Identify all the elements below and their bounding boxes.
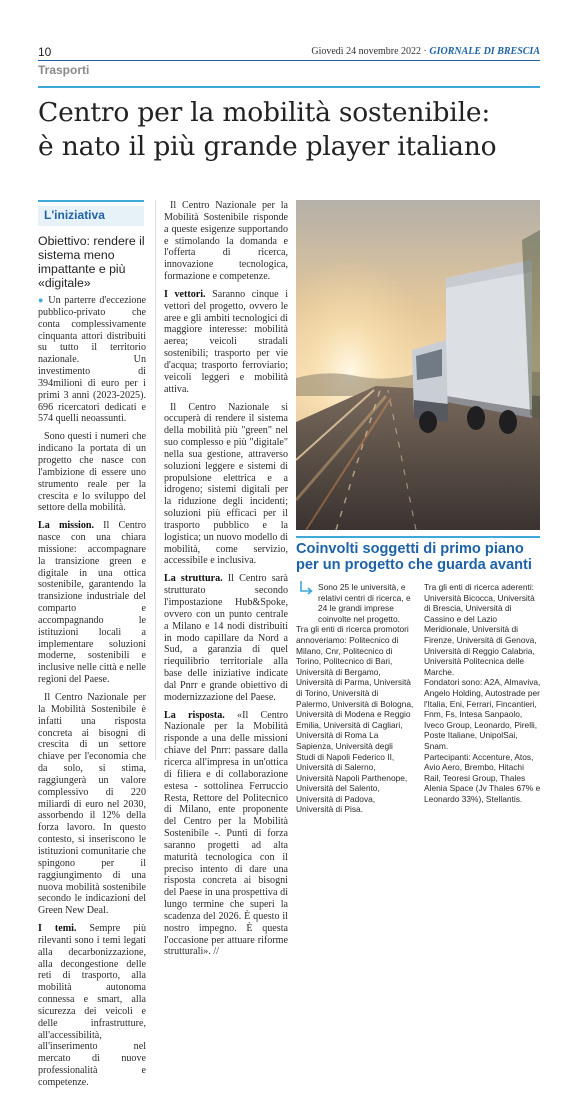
paragraph: Il Centro Nazionale per la Mobilità Sostenibile è infatti una risposta concreta ai bisogni di crescita di un settore chiave per l'economia che da solo, si stima, raggiungerà un valore complessivo di 220 miliardi di euro nel 2030, assorbendo il 12% della forza lavoro. In questo contesto, si inseriscono le istituzioni comunitarie che spingono per il raggiungimento di una nuova mobilità sostenibile secondo le indicazioni del Green New Deal. bbox=[38, 692, 146, 917]
paragraph: I temi. Sempre più rilevanti sono i temi legati alla decarbonizzazione, alla decongestione delle reti di trasporto, alla mobilità autonoma connessa e smart, alla sicurezza dei veicoli e delle infrastrutture, all'accessibilità, all'inserimento nel mercato di nuove professionalità e competenze. bbox=[38, 923, 147, 1088]
section-label: Trasporti bbox=[38, 63, 90, 77]
paragraph: Il Centro Nazionale si occuperà di rendere il sistema della mobilità più "green" nel suo complesso e più "digitale" nella sua gestione, attraverso soluzioni leggere e sistemi di propulsione elettrica e a idrogeno; sistemi digitali per la riduzione degli incidenti; soluzioni più efficaci per il trasporto pubblico e la logistica; un nuovo modello di mobilità, come servizio, accessibile e inclusiva. bbox=[164, 401, 288, 567]
page-number: 10 bbox=[38, 45, 52, 59]
bullet-icon: ● bbox=[38, 295, 45, 305]
tag-accent-rule bbox=[38, 200, 144, 202]
box-rule bbox=[296, 536, 540, 538]
box-column-2 bbox=[424, 582, 542, 804]
section-rule bbox=[38, 86, 540, 88]
box-paragraph: Tra gli enti di ricerca promotori annoveriamo: Politecnico di Milano, Cnr, Politecnico di Torino, Politecnico di Bari, Università di Bergamo, Università di Parma, Università di Torino, Università di Palermo, Università di Bologna, Università di Modena e Reggio Emilia, Università di Cagliari, Università di Roma La Sapienza, Università degli Studi di Napoli Federico II, Università di Salerno, Università Napoli Parthenope, Università del Salento, Università di Padova, Università di Pisa. bbox=[296, 624, 414, 815]
article-tag: L'iniziativa bbox=[44, 208, 105, 222]
newspaper-name: GIORNALE DI BRESCIA bbox=[429, 46, 540, 57]
box-lead: Sono 25 le università, e relativi centri di ricerca, e 24 le grandi imprese coinvolte nel progetto. bbox=[318, 582, 411, 624]
paragraph: ● Un parterre d'eccezione pubblico-privato che conta complessivamente cinquanta attori distribuiti su tutto il territorio nazionale. Un investimento di 394milioni di euro per i primi 3 anni (2023-2025). 696 ricercatori dedicati e 574 quelli neoassunti. bbox=[38, 295, 146, 425]
dateline bbox=[311, 46, 540, 57]
paragraph: I vettori. Saranno cinque i vettori del progetto, ovvero le aree e gli ambiti tecnologici di maggiore interesse: mobilità aerea; veicoli stradali sostenibili; trasporto per vie d'acqua; trasporto ferroviario; veicoli leggeri e mobilità attiva. bbox=[164, 288, 288, 395]
box-column-1 bbox=[296, 582, 414, 815]
box-paragraph: Tra gli enti di ricerca aderenti: Università Bicocca, Università di Brescia, Università di Cassino e del Lazio Meridionale, Università di Firenze, Università di Genova, Università di Reggio Calabria, Università Politecnica delle Marche. bbox=[424, 582, 537, 677]
paragraph: La risposta. «Il Centro Nazionale per la Mobilità risponde a una delle missioni chiave del Pnrr: passare dalla ricerca all'impresa in un'ottica di filiera e di collaborazione estesa - sottolinea Ferruccio Resta, Rettore del Politecnico di Milano, ente proponente del Centro per la Mobilità Sostenibile -. Punti di forza saranno progetti ad alta maturità tecnologica con il preciso intento di dare una risposta concreta ai bisogni del Paese in una prospettiva di lungo termine che superi la scadenza del 2026. È questo il nostro impegno. È questa l'occasione per attuare riforme strutturali». // bbox=[164, 709, 288, 958]
article-title bbox=[38, 96, 548, 164]
article-column-2 bbox=[164, 200, 288, 964]
box-paragraph: Fondatori sono: A2A, Almaviva, Angelo Holding, Autostrade per l'Italia, Eni, Ferrari, Fincantieri, Fnm, Fs, Intesa Sanpaolo, Iveco Group, Leonardo, Pirelli, Poste Italiane, UnipolSai, Snam. bbox=[424, 677, 541, 751]
box-title-line-1: Coinvolti soggetti di primo piano bbox=[296, 541, 524, 557]
title-line-2: è nato il più grande player italiano bbox=[38, 131, 497, 162]
box-title bbox=[296, 541, 546, 573]
box-title-line-2: per un progetto che guarda avanti bbox=[296, 557, 532, 573]
date: Giovedì 24 novembre 2022 · bbox=[311, 46, 430, 57]
header-rule bbox=[38, 60, 540, 61]
paragraph: La struttura. Il Centro sarà strutturato secondo l'impostazione Hub&Spoke, ovvero con un punto centrale a Milano e 14 nodi distribuiti in modo capillare da Nord a Sud, a garanzia di quel riequilibrio territoriale alla base delle iniziative indicate dal Pnrr e grande obiettivo di modernizzazione del Paese. bbox=[164, 573, 288, 703]
paragraph: Il Centro Nazionale per la Mobilità Sostenibile risponde a queste esigenze supportando e stimolando la domanda e l'offerta di ricerca, innovazione tecnologica, formazione e competenze. bbox=[164, 200, 288, 283]
paragraph: La mission. Il Centro nasce con una chiara missione: accompagnare la transizione green e digitale in una ottica sostenibile, garantendo la transizione industriale del comparto e accompagnando le istituzioni locali a implementare soluzioni moderne, sostenibili e inclusive nelle città e nelle regioni del Paese. bbox=[38, 520, 146, 686]
paragraph: Sono questi i numeri che indicano la portata di un progetto che nasce con l'ambizione di essere uno strumento reale per la crescita e lo sviluppo del settore della mobilità. bbox=[38, 431, 146, 514]
column-separator bbox=[155, 200, 156, 760]
article-column-1 bbox=[38, 295, 146, 1095]
article-kicker: Obiettivo: rendere il sistema meno impattante e più «digitale» bbox=[38, 234, 145, 290]
title-line-1: Centro per la mobilità sostenibile: bbox=[38, 97, 491, 128]
truck-highway-photo bbox=[296, 200, 540, 530]
box-paragraph: Partecipanti: Accenture, Atos, Avio Aero, Brembo, Hitachi Rail, Teoresi Group, Thales Alenia Space (Jv Thales 67% e Leonardo 33%), Stellantis. bbox=[424, 751, 541, 804]
